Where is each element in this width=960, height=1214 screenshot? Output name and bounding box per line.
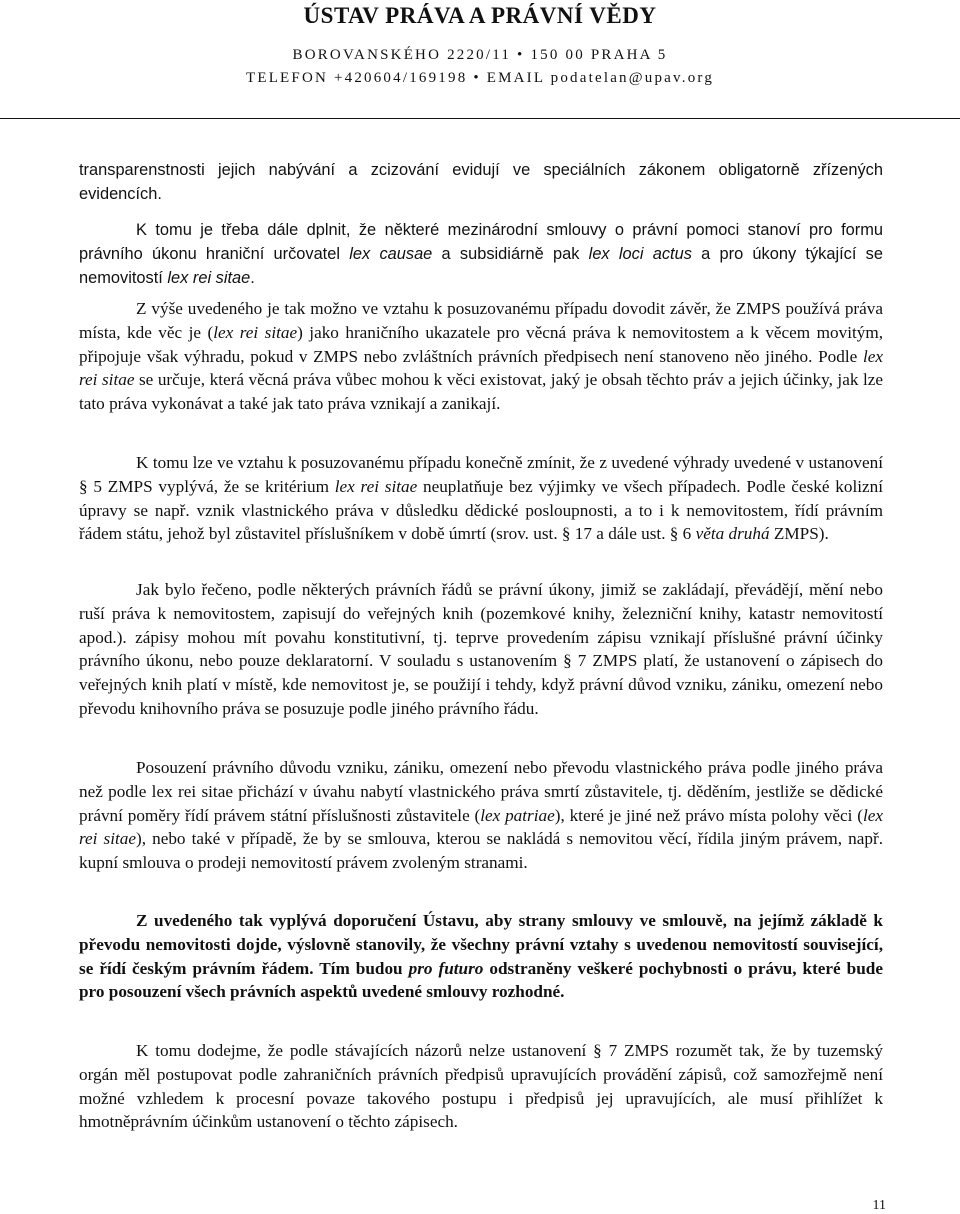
term-veta-druha: věta druhá	[695, 524, 770, 544]
term-lex-rei-sitae: lex rei sitae	[167, 269, 251, 287]
term-lex-rei-sitae: lex rei sitae	[334, 476, 418, 496]
paragraph-8	[79, 1039, 883, 1134]
paragraph-2-text: K tomu je třeba dále dplnit, že některé mezinárodní smlouvy o právní pomoci stanoví pro formu právního úkonu hraniční určovatel lex causae a subsidiárně pak lex loci actus a pro úkony týkající se nemovitostí lex rei sitae.	[79, 221, 883, 287]
paragraph-6-text: Posouzení právního důvodu vzniku, zániku, omezení nebo převodu vlastnického práva podle jiného práva než podle lex rei sitae přichází v úvahu nabytí vlastnického práva smrtí zůstavitele, tj. děděním, jestliže se dědické právní poměry řídí právem státní příslušnosti zůstavitele (lex patriae), které je jiné než právo místa polohy věci (lex rei sitae), nebo také v případě, že by se smlouva, kterou se nakládá s nemovitou věcí, řídila jiným právem, např. kupní smlouva o prodeji nemovitostí právem zvoleným stranami.	[79, 758, 883, 873]
term-lex-loci-actus: lex loci actus	[588, 245, 692, 263]
paragraph-3	[79, 297, 883, 416]
term-lex-rei-sitae: lex rei sitae	[79, 346, 883, 390]
contact-line: TELEFON +420604/169198 • EMAIL podatelan@upav.org	[245, 70, 715, 86]
term-lex-rei-sitae: lex rei sitae	[79, 805, 883, 849]
paragraph-7-recommendation	[79, 909, 883, 1004]
paragraph-5-text: Jak bylo řečeno, podle některých právních řádů se právní úkony, jimiž se zakládají, převádějí, mění nebo ruší práva k nemovitostem, zapisují do veřejných knih (pozemkové knihy, železniční knihy, katastr nemovitostí apod.). zápisy mohou mít povahu konstitutivní, tj. teprve provedením zápisu vznikají příslušné právní účinky právního úkonu, nebo pouze deklaratorní. V souladu s ustanovením § 7 ZMPS platí, že ustanovení o zápisech do veřejných knih platí v místě, kde nemovitost je, se použijí i tehdy, když právní důvod vzniku, zániku, omezení nebo převodu knihovního práva se posuzuje podle jiného právního řádu.	[79, 580, 883, 718]
organization-name: ÚSTAV PRÁVA A PRÁVNÍ VĚDY	[303, 3, 657, 28]
paragraph-6	[79, 756, 883, 875]
term-pro-futuro: pro futuro	[408, 958, 484, 978]
paragraph-4	[79, 451, 883, 546]
page-number: 11	[872, 1198, 886, 1213]
header-divider	[0, 118, 960, 119]
paragraph-8-text: K tomu dodejme, že podle stávajících názorů nelze ustanovení § 7 ZMPS rozumět tak, že by tuzemský orgán měl postupovat podle zahraničních právních předpisů upravujících provádění zápisů, což samozřejmě není možné vzhledem k procesní povaze takového postupu i předpisů jej upravujících, ale musí přihlížet k hmotněprávním účinkům ustanovení o těchto zápisech.	[79, 1041, 883, 1132]
paragraph-3-text: Z výše uvedeného je tak možno ve vztahu k posuzovanému případu dovodit závěr, že ZMPS používá práva místa, kde věc je (lex rei sitae) jako hraničního ukazatele pro věcná práva k nemovitostem a k věcem movitým, připojuje však výhradu, pokud v ZMPS nebo zvláštních právních předpisech není stanoveno něo jiného. Podle lex rei sitae se určuje, která věcná práva vůbec mohou k věci existovat, jaký je obsah těchto práv a jejich účinky, jak lze tato práva vykonávat a také jak tato práva vznikají a zanikají.	[79, 299, 883, 414]
term-lex-rei-sitae: lex rei sitae	[213, 322, 298, 342]
paragraph-4-text: K tomu lze ve vztahu k posuzovanému případu konečně zmínit, že z uvedené výhrady uvedené v ustanovení § 5 ZMPS vyplývá, že se kritérium lex rei sitae neuplatňuje bez výjimky ve všech případech. Podle české kolizní úpravy se např. vznik vlastnického práva v důsledku dědické posloupnosti, a to i k nemovitostem, řídí právním řádem státu, jehož byl zůstavitel příslušníkem v době úmrtí (srov. ust. § 17 a dále ust. § 6 věta druhá ZMPS).	[79, 453, 883, 544]
term-lex-causae: lex causae	[349, 245, 433, 263]
address-line: BOROVANSKÉHO 2220/11 • 150 00 PRAHA 5	[292, 47, 668, 63]
paragraph-5	[79, 578, 883, 721]
paragraph-2	[79, 218, 883, 290]
paragraph-7-text: Z uvedeného tak vyplývá doporučení Ústavu, aby strany smlouvy ve smlouvě, na jejímž základě k převodu nemovitosti dojde, výslovně stanovily, že všechny právní vztahy s uvedenou nemovitostí související, se řídí českým právním řádem. Tím budou pro futuro odstraněny veškeré pochybnosti o právu, které bude pro posouzení všech právních aspektů uvedené smlouvy rozhodné.	[79, 911, 883, 1002]
paragraph-1-text: transparenstnosti jejich nabývání a zcizování evidují ve speciálních zákonem obligatorně zřízených evidencích.	[79, 161, 883, 203]
paragraph-1	[79, 158, 883, 206]
term-lex-patriae: lex patriae	[480, 805, 555, 825]
